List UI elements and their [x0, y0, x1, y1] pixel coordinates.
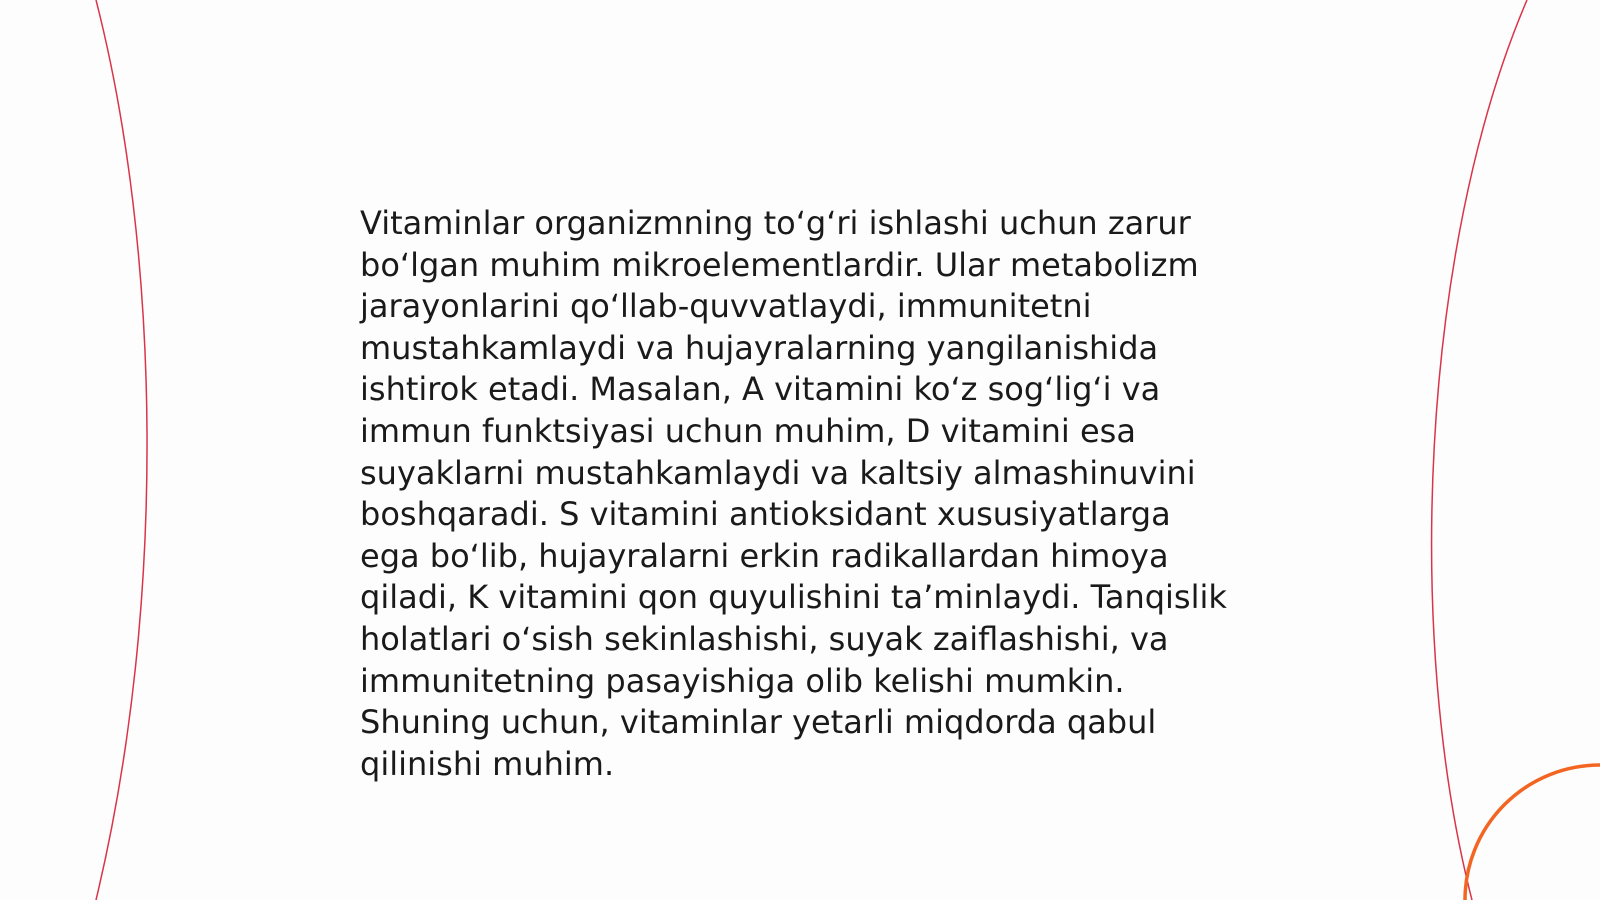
body-paragraph — [360, 203, 1260, 785]
paragraph-line: qilinishi muhim. — [360, 744, 615, 783]
paragraph-line: holatlari o‘sish sekinlashishi, suyak zaiflashishi, va — [360, 619, 1169, 658]
paragraph-line: boshqaradi. S vitamini antioksidant xususiyatlarga — [360, 495, 1171, 534]
paragraph-line: immun funktsiyasi uchun muhim, D vitamini esa — [360, 411, 1136, 450]
paragraph-line: suyaklarni mustahkamlaydi va kaltsiy almashinuvini — [360, 453, 1196, 492]
paragraph-line: qiladi, K vitamini qon quyulishini ta’minlaydi. Tanqislik — [360, 578, 1227, 617]
right-curve-line — [1432, 0, 1527, 900]
paragraph-line: ishtirok etadi. Masalan, A vitamini ko‘z sog‘lig‘i va — [360, 370, 1161, 409]
paragraph-line: Vitaminlar organizmning to‘g‘ri ishlashi uchun zarur — [360, 204, 1191, 242]
paragraph-line: immunitetning pasayishiga olib kelishi mumkin. — [360, 661, 1125, 700]
paragraph-line: ega bo‘lib, hujayralarni erkin radikallardan himoya — [360, 536, 1169, 575]
paragraph-line: Shuning uchun, vitaminlar yetarli miqdorda qabul — [360, 703, 1157, 742]
paragraph-line: bo‘lgan muhim mikroelementlardir. Ular metabolizm — [360, 245, 1199, 284]
paragraph-line: mustahkamlaydi va hujayralarning yangilanishida — [360, 328, 1159, 367]
paragraph-line: jarayonlarini qo‘llab-quvvatlaydi, immunitetni — [360, 287, 1092, 326]
left-curve-line — [96, 0, 147, 900]
corner-circle-ring — [1465, 765, 1600, 900]
